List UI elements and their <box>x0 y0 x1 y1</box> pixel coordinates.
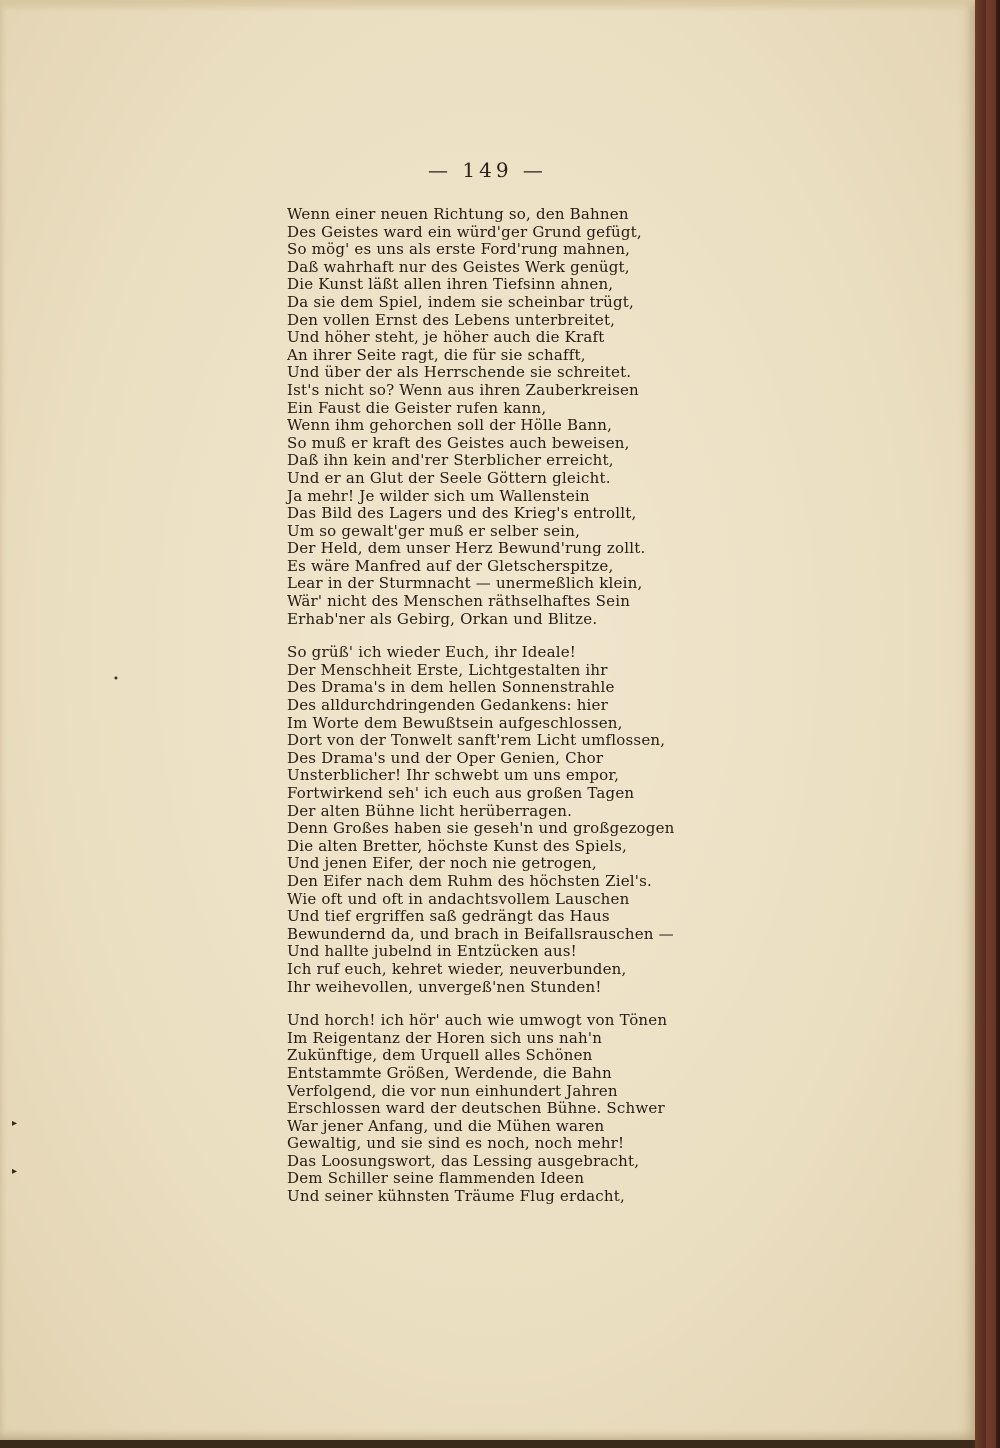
verse-line: Der Held, dem unser Herz Bewund'rung zollt. <box>287 539 646 558</box>
verse-line: Und jenen Eifer, der noch nie getrogen, <box>287 854 597 873</box>
verse-line: Wenn ihm gehorchen soll der Hölle Bann, <box>287 416 613 435</box>
verse-line: Und höher steht, je höher auch die Kraft <box>287 328 605 347</box>
verse-line: Der alten Bühne licht herüberragen. <box>287 801 573 820</box>
verse-line: Und seiner kühnsten Träume Flug erdacht, <box>287 1187 625 1206</box>
poem-text <box>287 205 675 1206</box>
verse-line: So mög' es uns als erste Ford'rung mahnen, <box>287 240 631 259</box>
spine-band <box>986 0 996 1448</box>
verse-line: Lear in der Sturmnacht — unermeßlich klein, <box>287 574 643 593</box>
verse-line: Ja mehr! Je wilder sich um Wallenstein <box>287 486 590 505</box>
verse-line: Da sie dem Spiel, indem sie scheinbar trügt, <box>287 292 634 311</box>
verse-line: Daß ihn kein and'rer Sterblicher erreicht, <box>287 451 614 470</box>
verse-line: Zukünftige, dem Urquell alles Schönen <box>287 1046 593 1065</box>
verse-line: So muß er kraft des Geistes auch beweisen, <box>287 433 630 452</box>
verse-line: Das Bild des Lagers und des Krieg's entrollt, <box>287 504 637 523</box>
stanza <box>287 1012 667 1206</box>
verse-line: Der Menschheit Erste, Lichtgestalten ihr <box>287 660 608 679</box>
page-number: — 149 — <box>428 158 547 182</box>
verse-line: Die Kunst läßt allen ihren Tiefsinn ahnen, <box>287 275 614 294</box>
verse-line: Und er an Glut der Seele Göttern gleicht. <box>287 468 611 487</box>
verse-line: Fortwirkend seh' ich euch aus großen Tagen <box>287 784 635 802</box>
verse-line: Die alten Bretter, höchste Kunst des Spiels, <box>287 836 627 855</box>
verse-line: Erhab'ner als Gebirg, Orkan und Blitze. <box>287 609 598 628</box>
verse-line: So grüß' ich wieder Euch, ihr Ideale! <box>287 643 577 662</box>
verse-line: Daß wahrhaft nur des Geistes Werk genügt, <box>287 257 630 276</box>
verse-line: An ihrer Seite ragt, die für sie schafft, <box>287 345 586 364</box>
margin-dot: • <box>113 674 119 685</box>
verse-line: Wenn einer neuen Richtung so, den Bahnen <box>287 205 629 223</box>
verse-line: Das Loosungswort, das Lessing ausgebracht, <box>287 1151 640 1170</box>
verse-line: Erschlossen ward der deutschen Bühne. Schwer <box>287 1099 665 1118</box>
verse-line: Des Geistes ward ein würd'ger Grund gefügt, <box>287 222 642 241</box>
stanza <box>287 643 675 996</box>
verse-line: Dort von der Tonwelt sanft'rem Licht umflossen, <box>287 731 666 750</box>
verse-line: Und hallte jubelnd in Entzücken aus! <box>287 942 577 961</box>
verse-line: Des Drama's in dem hellen Sonnenstrahle <box>287 678 615 697</box>
verse-line: Des Drama's und der Oper Genien, Chor <box>287 748 604 767</box>
verse-line: Wär' nicht des Menschen räthselhaftes Sein <box>287 592 631 611</box>
verse-line: Verfolgend, die vor nun einhundert Jahren <box>287 1081 618 1100</box>
verse-line: Und über der als Herrschende sie schreitet. <box>287 363 632 382</box>
verse-line: Ich ruf euch, kehret wieder, neuverbunden, <box>287 959 627 978</box>
verse-line: Um so gewalt'ger muß er selber sein, <box>287 521 581 540</box>
verse-line: Den Eifer nach dem Ruhm des höchsten Ziel's. <box>287 871 652 890</box>
verse-line: Des alldurchdringenden Gedankens: hier <box>287 696 608 715</box>
verse-line: Im Reigentanz der Horen sich uns nah'n <box>287 1028 603 1047</box>
book-spine <box>975 0 1000 1448</box>
verse-line: Es wäre Manfred auf der Gletscherspitze, <box>287 556 614 575</box>
verse-line: Dem Schiller seine flammenden Ideen <box>287 1169 585 1188</box>
verse-line: Den vollen Ernst des Lebens unterbreitet, <box>287 310 616 329</box>
verse-line: Unsterblicher! Ihr schwebt um uns empor, <box>287 766 620 785</box>
verse-line: War jener Anfang, und die Mühen waren <box>287 1116 605 1135</box>
verse-line: Und horch! ich hör' auch wie umwogt von Tönen <box>287 1011 668 1030</box>
margin-tick: ▸ <box>12 1166 18 1177</box>
verse-line: Ihr weihevollen, unvergeß'nen Stunden! <box>287 977 602 996</box>
verse-line: Wie oft und oft in andachtsvollem Lauschen <box>287 889 630 908</box>
verse-line: Ist's nicht so? Wenn aus ihren Zauberkreisen <box>287 380 639 399</box>
verse-line: Gewaltig, und sie sind es noch, noch mehr! <box>287 1134 625 1153</box>
verse-line: Denn Großes haben sie geseh'n und großgezogen <box>287 819 675 838</box>
page-top-edge <box>0 0 975 12</box>
stanza <box>287 206 667 628</box>
verse-line: Bewundernd da, und brach in Beifallsrauschen — <box>287 924 674 943</box>
verse-line: Im Worte dem Bewußtsein aufgeschlossen, <box>287 713 623 732</box>
verse-line: Ein Faust die Geister rufen kann, <box>287 398 547 417</box>
verse-line: Und tief ergriffen saß gedrängt das Haus <box>287 907 610 926</box>
verse-line: Entstammte Größen, Werdende, die Bahn <box>287 1063 612 1082</box>
margin-tick: ▸ <box>12 1118 18 1129</box>
